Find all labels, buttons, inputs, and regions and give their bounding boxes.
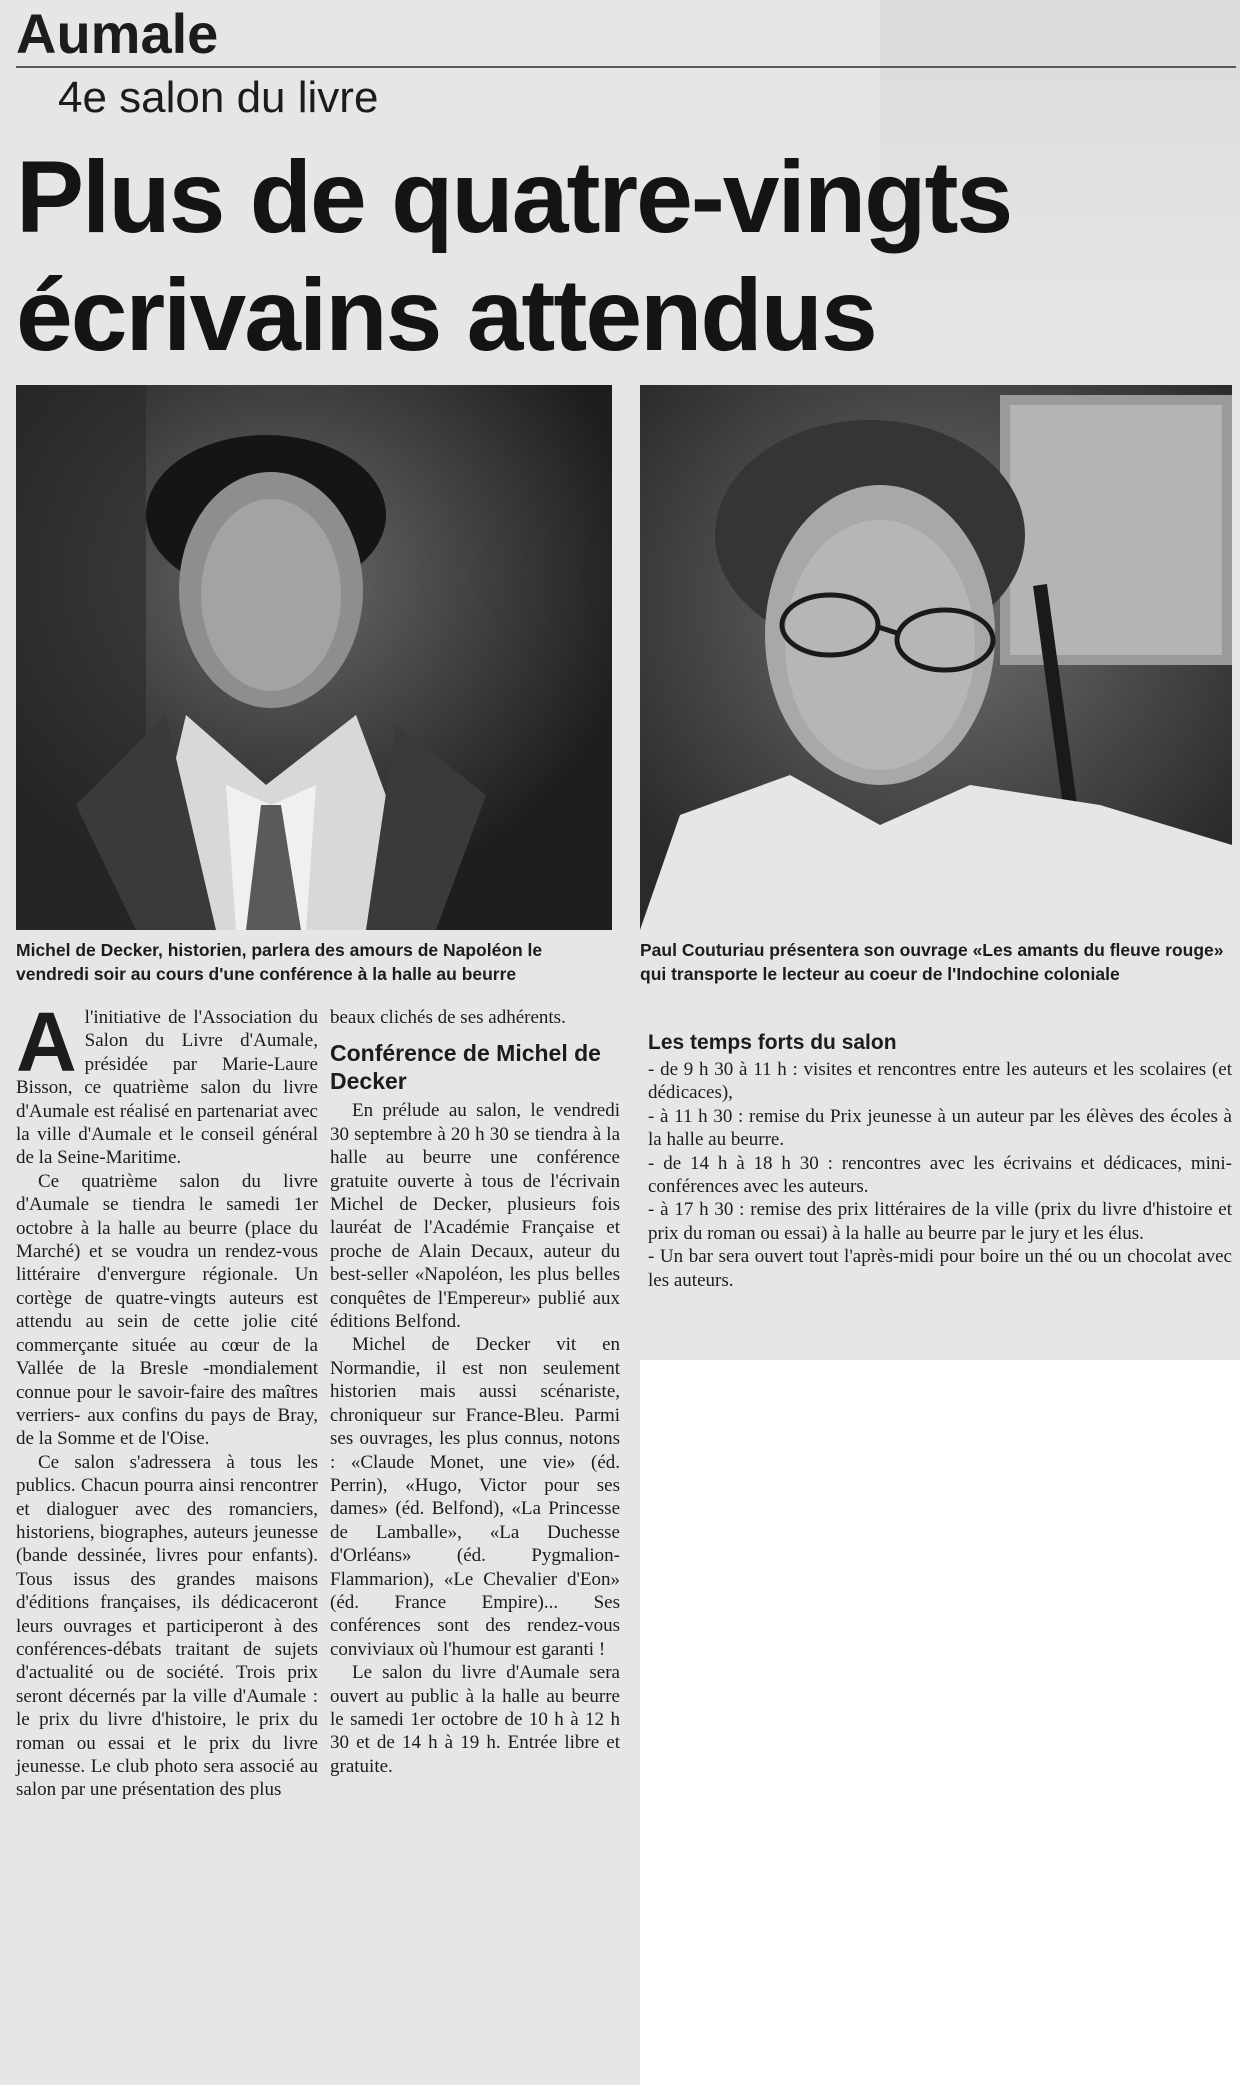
- paul-couturiau-photo: [640, 385, 1232, 930]
- paragraph-text: l'initiative de l'Association du Salon du Livre d'Aumale, présidée par Marie-Laure Bisson, ce quatrième salon du livre d'Aumale est réalisé en partenariat avec la ville d'Aumale et le conseil général de la Seine-Maritime.: [16, 1007, 318, 1169]
- list-item: - à 17 h 30 : remise des prix littéraires de la ville (prix du livre d'histoire et prix du roman ou essai) à la halle au beurre par le jury et les élus.: [648, 1199, 1232, 1244]
- michel-de-decker-photo: [16, 385, 612, 930]
- list-item: - de 9 h 30 à 11 h : visites et rencontres entre les auteurs et les scolaires (et dédicaces),: [648, 1059, 1232, 1104]
- list-item: - à 11 h 30 : remise du Prix jeunesse à un auteur par les élèves des écoles à la halle au beurre.: [648, 1105, 1232, 1151]
- article-paragraph: beaux clichés de ses adhérents.: [330, 1007, 566, 1028]
- dropcap: A: [16, 995, 77, 1089]
- article-column-2: [330, 1006, 620, 1778]
- highlights-box: [648, 1030, 1232, 1292]
- header-rule: [16, 66, 1236, 68]
- list-item: - de 14 h à 18 h 30 : rencontres avec les écrivains et dédicaces, mini-conférences avec les auteurs.: [648, 1152, 1232, 1198]
- box-title: Les temps forts du salon: [648, 1031, 897, 1054]
- subheading: Conférence de Michel de Decker: [330, 1040, 601, 1095]
- list-item: - Un bar sera ouvert tout l'après-midi pour boire un thé ou un chocolat avec les auteurs.: [648, 1246, 1232, 1291]
- photo-caption-left: Michel de Decker, historien, parlera des amours de Napoléon le vendredi soir au cours d'une conférence à la halle au beurre: [16, 940, 543, 984]
- article-paragraph: Ce salon s'adressera à tous les publics. Chacun pourra ainsi rencontrer et dialoguer avec des romanciers, historiens, biographes, auteurs jeunesse (bande dessinée, livres pour enfants). Tous issus des grandes maisons d'éditions françaises, ils dédicaceront leurs ouvrages et participeront à des conférences-débats traitant de sujets d'actualité ou de société. Trois prix seront décernés par la ville d'Aumale : le prix du livre d'histoire, le prix du roman ou essai et le prix du livre jeunesse. Le club photo sera associé au salon par une présentation des plus: [16, 1451, 318, 1801]
- section-title: Aumale: [16, 2, 219, 65]
- article-paragraph: [16, 995, 318, 1170]
- article-column-1: [16, 995, 318, 1802]
- article-paragraph: Ce quatrième salon du livre d'Aumale se tiendra le samedi 1er octobre à la halle au beurre (place du Marché) et se voudra un rendez-vous littéraire d'envergure régionale. Un cortège de quatre-vingts auteurs est attendu au sein de cette jolie cité commerçante située au cœur de la Vallée de la Bresle -mondialement connue pour le savoir-faire des maîtres verriers- aux confins du pays de Bray, de la Somme et de l'Oise.: [16, 1170, 318, 1450]
- photo-caption-right: Paul Couturiau présentera son ouvrage «Les amants du fleuve rouge» qui transporte le lecteur au coeur de l'Indochine coloniale: [640, 940, 1224, 984]
- article-paragraph: Le salon du livre d'Aumale sera ouvert au public à la halle au beurre le samedi 1er octobre de 10 h à 12 h 30 et de 14 h à 19 h. Entrée libre et gratuite.: [330, 1662, 620, 1777]
- article-paragraph: En prélude au salon, le vendredi 30 septembre à 20 h 30 se tiendra à la halle au beurre une conférence gratuite ouverte à tous de l'écrivain Michel de Decker, plusieurs fois lauréat de l'Académie Française et proche de Alain Decaux, auteur du best-seller «Napoléon, les plus belles conquêtes de l'Empereur» publié aux éditions Belfond.: [330, 1100, 620, 1333]
- article-paragraph: Michel de Decker vit en Normandie, il est non seulement historien mais aussi scénariste, chroniqueur sur France-Bleu. Parmi ses ouvrages, les plus connus, notons : «Claude Monet, une vie» (éd. Perrin), «Hugo, Victor pour ses dames» (éd. Belfond), «La Princesse de Lamballe», «La Duchesse d'Orléans» (éd. Pygmalion-Flammarion), «Le Chevalier d'Eon» (éd. France Empire)... Ses conférences sont des rendez-vous conviviaux où l'humour est garanti !: [330, 1334, 620, 1660]
- headline: Plus de quatre-vingts écrivains attendus: [16, 140, 1012, 372]
- kicker: 4e salon du livre: [58, 73, 379, 122]
